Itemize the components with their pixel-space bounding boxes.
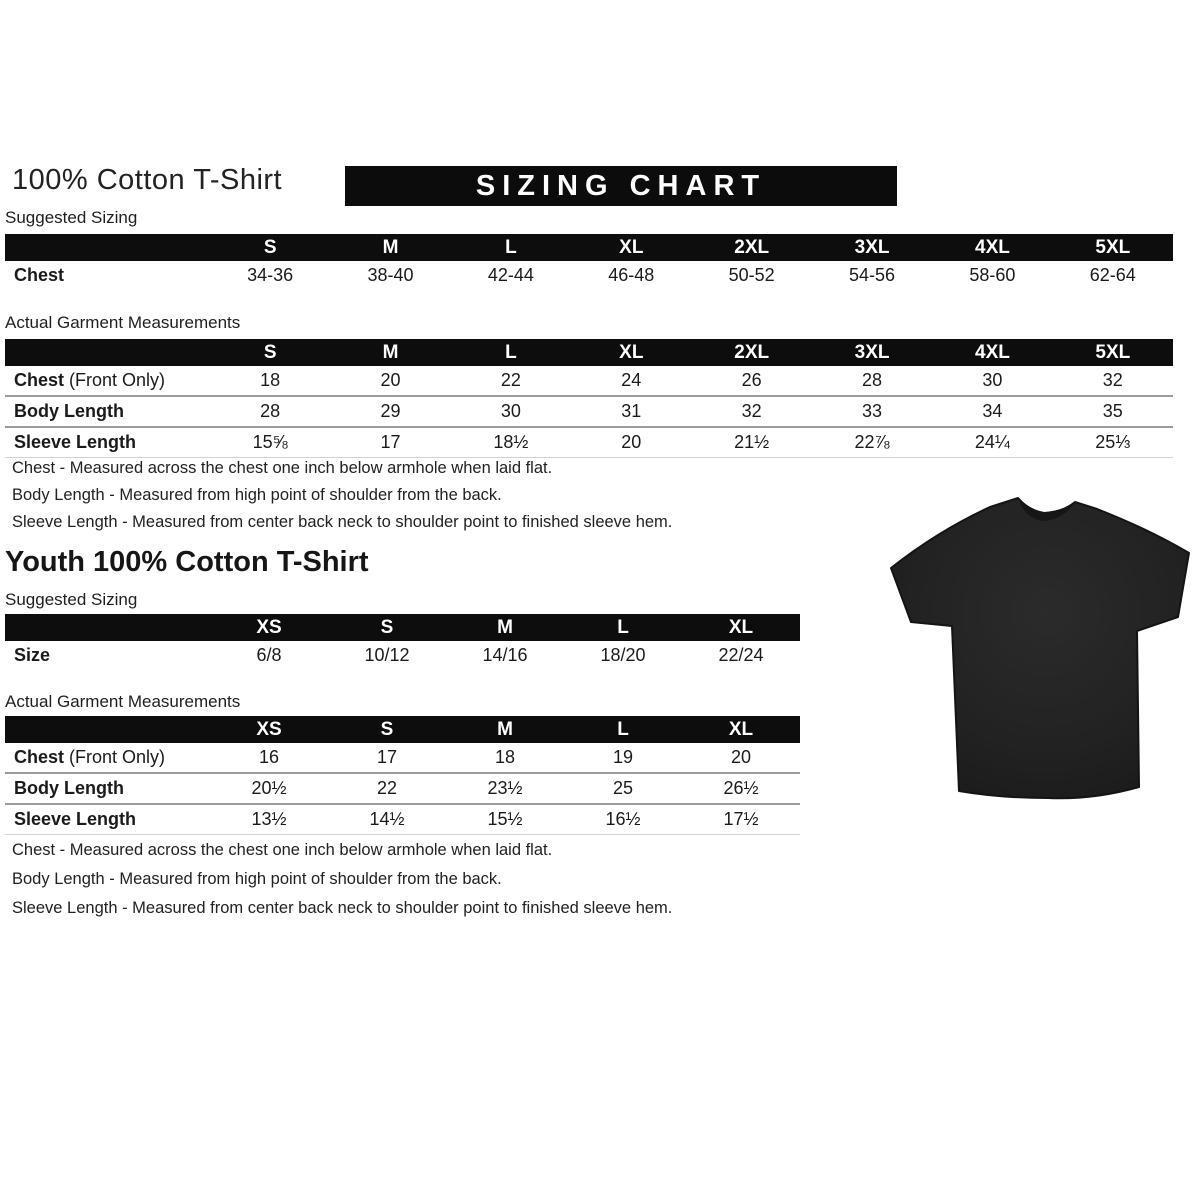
cell-value: 25⅓	[1053, 427, 1173, 458]
cell-value: 18	[494, 747, 516, 767]
size-header: XL	[571, 339, 691, 366]
cell-value: 24	[621, 370, 642, 390]
cell-value: 25	[564, 773, 682, 804]
cell-value: 31	[571, 396, 691, 427]
youth-measurements-header-row	[5, 716, 800, 743]
note-chest: Chest - Measured across the chest one inch below armhole when laid flat.	[12, 459, 553, 477]
youth-suggested-sizing-table	[5, 614, 800, 670]
adult-measurements-table	[5, 339, 1173, 458]
cell-value: 19	[612, 747, 634, 767]
note-body-length: Body Length - Measured from high point of shoulder from the back.	[12, 486, 502, 504]
cell-value: 22/24	[718, 645, 764, 665]
cell-value: 16	[258, 747, 280, 767]
cell-value: 33	[812, 396, 932, 427]
table-row-size	[5, 641, 800, 670]
size-header: 3XL	[812, 234, 932, 261]
table-row-sleeve-length	[5, 804, 800, 835]
adult-suggested-header-row	[5, 234, 1173, 261]
adult-suggested-sizing-label: Suggested Sizing	[5, 208, 138, 227]
adult-suggested-sizing-table	[5, 234, 1173, 290]
size-header: M	[330, 234, 450, 261]
youth-suggested-header-row	[5, 614, 800, 641]
cell-value: 50-52	[728, 265, 775, 285]
size-header: XS	[210, 716, 328, 743]
cell-value: 17	[376, 747, 398, 767]
cell-value: 58-60	[969, 265, 1016, 285]
cell-value: 34	[932, 396, 1052, 427]
sizing-chart-banner: SIZING CHART	[345, 166, 897, 206]
size-header: S	[210, 339, 330, 366]
table-row-sleeve-length	[5, 427, 1173, 458]
cell-value: 20	[730, 747, 752, 767]
row-label: Chest	[14, 265, 65, 285]
cell-value: 28	[862, 370, 883, 390]
size-header: S	[210, 234, 330, 261]
size-header: XL	[682, 614, 800, 641]
cell-value: 54-56	[849, 265, 896, 285]
note-sleeve-length: Sleeve Length - Measured from center back neck to shoulder point to finished sleeve hem.	[12, 513, 673, 531]
cell-value: 24¼	[932, 427, 1052, 458]
cell-value: 16½	[564, 804, 682, 835]
size-header: M	[446, 716, 564, 743]
size-header-blank	[5, 716, 210, 743]
size-header: XL	[682, 716, 800, 743]
cell-value: 30	[451, 396, 571, 427]
table-row-body-length	[5, 396, 1173, 427]
cell-value: 26	[741, 370, 762, 390]
cell-value: 35	[1053, 396, 1173, 427]
note-chest: Chest - Measured across the chest one inch below armhole when laid flat.	[12, 841, 553, 859]
cell-value: 10/12	[364, 645, 410, 665]
adult-measurements-header-row	[5, 339, 1173, 366]
size-header: M	[446, 614, 564, 641]
size-header: L	[564, 614, 682, 641]
size-header-blank	[5, 234, 210, 261]
note-body-length: Body Length - Measured from high point of shoulder from the back.	[12, 870, 502, 888]
cell-value: 6/8	[256, 645, 282, 665]
cell-value: 13½	[210, 804, 328, 835]
cell-value: 18½	[451, 427, 571, 458]
tshirt-product-image	[878, 476, 1196, 810]
size-header: 5XL	[1053, 339, 1173, 366]
size-header: L	[451, 339, 571, 366]
cell-value: 20	[571, 427, 691, 458]
cell-value: 38-40	[367, 265, 414, 285]
row-label: Sleeve Length	[5, 804, 210, 835]
size-header: S	[328, 716, 446, 743]
adult-measurement-notes	[12, 459, 672, 540]
cell-value: 18/20	[600, 645, 646, 665]
cell-value: 29	[330, 396, 450, 427]
cell-value: 20	[380, 370, 401, 390]
size-header-blank	[5, 614, 210, 641]
table-row-chest	[5, 743, 800, 773]
row-label: Body Length	[5, 773, 210, 804]
row-label: Size	[14, 645, 51, 665]
youth-suggested-sizing-label: Suggested Sizing	[5, 590, 138, 609]
cell-value: 28	[210, 396, 330, 427]
cell-value: 46-48	[608, 265, 655, 285]
adult-measurements-label: Actual Garment Measurements	[5, 313, 241, 332]
cell-value: 23½	[446, 773, 564, 804]
cell-value: 22	[500, 370, 521, 390]
size-header: 2XL	[692, 339, 812, 366]
youth-measurement-notes	[12, 841, 672, 926]
cell-value: 42-44	[487, 265, 534, 285]
table-row	[5, 261, 1173, 290]
row-label: Body Length	[5, 396, 210, 427]
size-header-blank	[5, 339, 210, 366]
size-header: L	[451, 234, 571, 261]
size-header: 3XL	[812, 339, 932, 366]
tshirt-body-shape	[891, 498, 1189, 798]
cell-value: 20½	[210, 773, 328, 804]
cell-value: 32	[692, 396, 812, 427]
cell-value: 34-36	[247, 265, 294, 285]
size-header: 5XL	[1053, 234, 1173, 261]
youth-section-title: Youth 100% Cotton T-Shirt	[5, 546, 369, 578]
size-header: 4XL	[932, 339, 1052, 366]
table-row-chest	[5, 366, 1173, 396]
note-sleeve-length: Sleeve Length - Measured from center back neck to shoulder point to finished sleeve hem.	[12, 899, 673, 917]
size-header: L	[564, 716, 682, 743]
youth-measurements-table	[5, 716, 800, 835]
youth-measurements-label: Actual Garment Measurements	[5, 692, 241, 711]
cell-value: 17	[330, 427, 450, 458]
cell-value: 18	[260, 370, 281, 390]
page-title: 100% Cotton T-Shirt	[12, 164, 283, 196]
cell-value: 17½	[682, 804, 800, 835]
cell-value: 62-64	[1089, 265, 1136, 285]
row-label: Chest (Front Only)	[14, 370, 166, 390]
size-header: S	[328, 614, 446, 641]
cell-value: 15⅝	[210, 427, 330, 458]
size-header: M	[330, 339, 450, 366]
size-header: XS	[210, 614, 328, 641]
cell-value: 14½	[328, 804, 446, 835]
size-header: XL	[571, 234, 691, 261]
size-header: 4XL	[932, 234, 1052, 261]
size-header: 2XL	[692, 234, 812, 261]
row-label: Sleeve Length	[5, 427, 210, 458]
cell-value: 22	[328, 773, 446, 804]
cell-value: 15½	[446, 804, 564, 835]
row-label: Chest (Front Only)	[14, 747, 166, 767]
cell-value: 32	[1102, 370, 1123, 390]
table-row-body-length	[5, 773, 800, 804]
cell-value: 26½	[682, 773, 800, 804]
cell-value: 22⅞	[812, 427, 932, 458]
cell-value: 21½	[692, 427, 812, 458]
cell-value: 14/16	[482, 645, 528, 665]
cell-value: 30	[982, 370, 1003, 390]
